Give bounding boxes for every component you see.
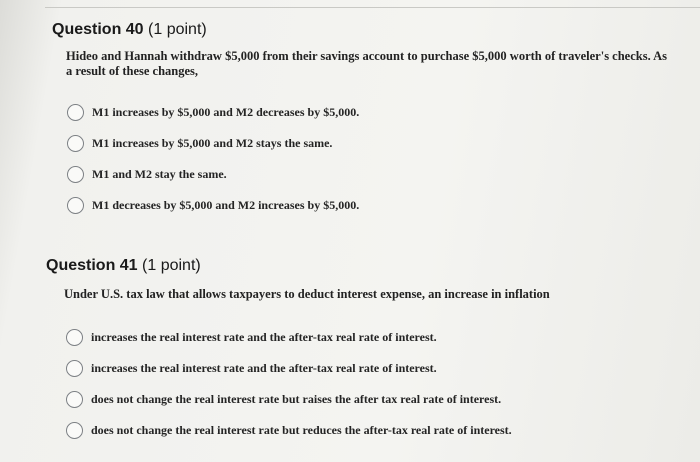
option-label: M1 decreases by $5,000 and M2 increases by $5,000. <box>92 198 360 212</box>
top-divider <box>45 7 700 8</box>
answer-options <box>46 322 676 446</box>
option-label: does not change the real interest rate but reduces the after-tax real rate of interest. <box>91 423 512 437</box>
question-title <box>46 256 676 276</box>
question-number: Question 40 <box>52 21 144 38</box>
answer-option[interactable] <box>66 415 676 446</box>
option-label: increases the real interest rate and the after-tax real rate of interest. <box>91 330 437 344</box>
radio-button[interactable] <box>67 166 84 183</box>
answer-option[interactable] <box>67 128 672 159</box>
question-text: Under U.S. tax law that allows taxpayers to deduct interest expense, an increase in inflation <box>64 287 550 301</box>
radio-button[interactable] <box>66 360 83 377</box>
question-40 <box>52 20 672 221</box>
question-41 <box>46 256 676 446</box>
question-text: Hideo and Hannah withdraw $5,000 from their savings account to purchase $5,000 worth of traveler's checks. As a result of these changes, <box>66 49 668 78</box>
answer-option[interactable] <box>66 353 676 384</box>
radio-button[interactable] <box>67 135 84 152</box>
option-label: M1 increases by $5,000 and M2 decreases by $5,000. <box>92 105 360 119</box>
question-points: (1 point) <box>142 257 201 274</box>
answer-option[interactable] <box>66 322 676 353</box>
answer-option[interactable] <box>67 159 672 190</box>
option-label: M1 and M2 stay the same. <box>92 167 227 181</box>
radio-button[interactable] <box>67 104 84 121</box>
radio-button[interactable] <box>67 197 84 214</box>
answer-option[interactable] <box>67 190 672 221</box>
question-title <box>52 20 672 40</box>
question-points: (1 point) <box>148 21 207 38</box>
radio-button[interactable] <box>66 391 83 408</box>
radio-button[interactable] <box>66 422 83 439</box>
radio-button[interactable] <box>66 329 83 346</box>
option-label: does not change the real interest rate but raises the after tax real rate of interest. <box>91 392 502 406</box>
question-number: Question 41 <box>46 257 138 274</box>
option-label: M1 increases by $5,000 and M2 stays the same. <box>92 136 333 150</box>
answer-options <box>52 97 672 221</box>
option-label: increases the real interest rate and the after-tax real rate of interest. <box>91 361 437 375</box>
answer-option[interactable] <box>67 97 672 128</box>
answer-option[interactable] <box>66 384 676 415</box>
